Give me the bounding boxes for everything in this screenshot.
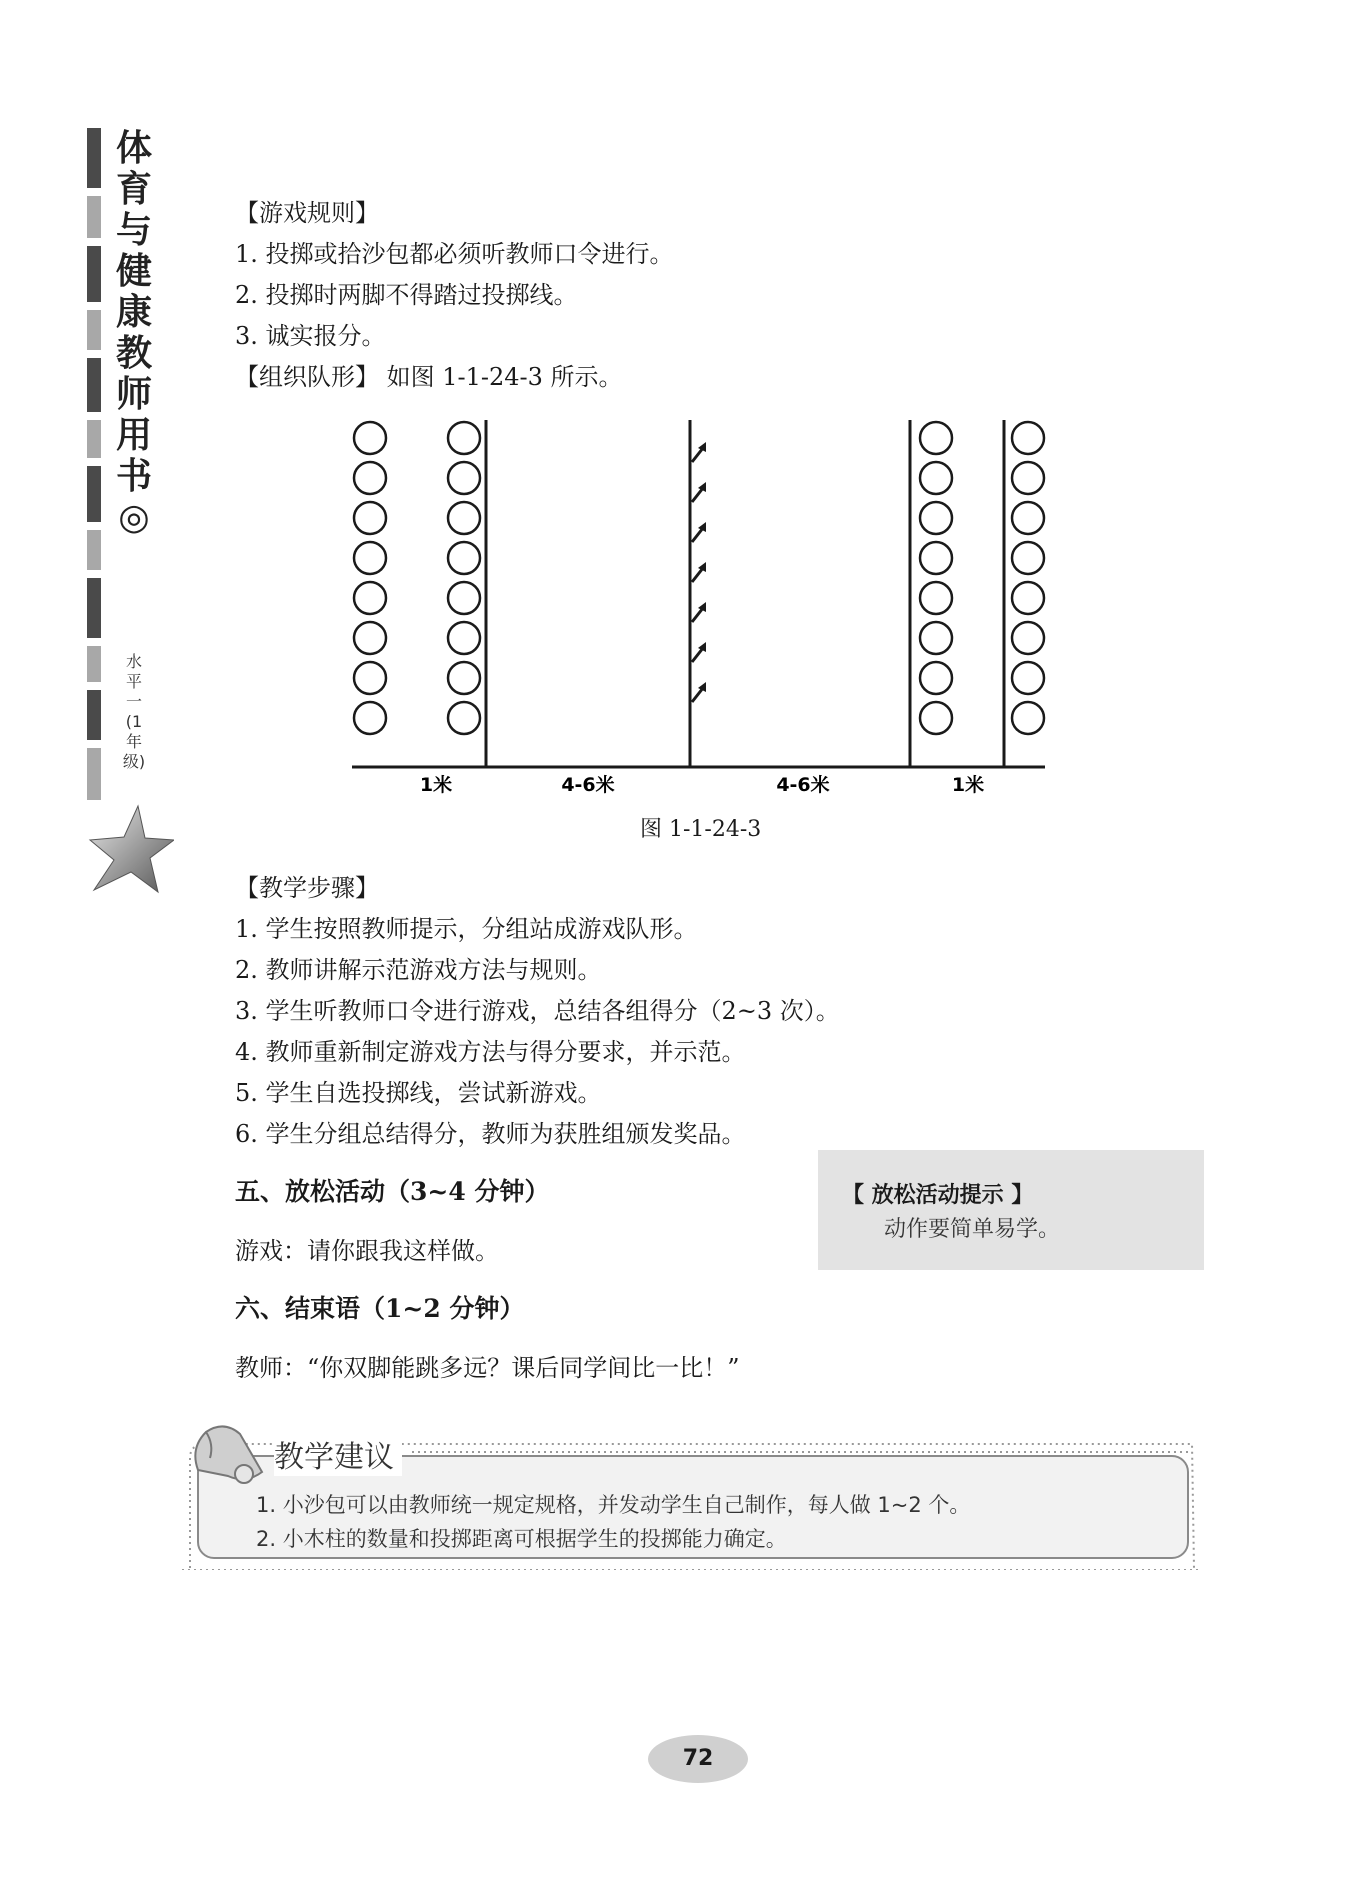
player-circle bbox=[1012, 502, 1044, 534]
side-bar-block bbox=[87, 128, 101, 188]
player-circle bbox=[354, 422, 386, 454]
figure-caption: 图 1-1-24-3 bbox=[640, 817, 762, 842]
distance-label: 4-6米 bbox=[776, 774, 830, 796]
player-circle bbox=[448, 622, 480, 654]
formation-text: 【组织队形】 如图 1-1-24-3 所示。 bbox=[235, 363, 623, 391]
throw-arrow bbox=[692, 442, 706, 462]
distance-label: 1米 bbox=[951, 774, 985, 796]
teaching-step-item: 6. 学生分组总结得分，教师为获胜组颁发奖品。 bbox=[235, 1120, 746, 1148]
side-bar-block bbox=[87, 748, 101, 800]
player-circle bbox=[448, 582, 480, 614]
side-bar-block bbox=[87, 690, 101, 740]
player-circle bbox=[448, 662, 480, 694]
game-rule-item: 3. 诚实报分。 bbox=[235, 322, 386, 350]
player-circle bbox=[354, 702, 386, 734]
side-bar-block bbox=[87, 420, 101, 458]
player-circle bbox=[920, 582, 952, 614]
side-bar-block bbox=[87, 310, 101, 350]
grade-level-label: 水平一(1年级) bbox=[122, 652, 146, 771]
player-circle bbox=[920, 502, 952, 534]
arrow-shaft bbox=[692, 568, 703, 582]
arrow-shaft bbox=[692, 488, 703, 502]
throw-arrow bbox=[692, 562, 706, 582]
diagram-lines bbox=[352, 420, 1045, 767]
relax-tip-text: 动作要简单易学。 bbox=[884, 1217, 1061, 1242]
section-heading-closing: 六、结束语（1~2 分钟） bbox=[235, 1294, 525, 1323]
player-circle bbox=[448, 542, 480, 574]
player-circle bbox=[1012, 622, 1044, 654]
side-bar-block bbox=[87, 646, 101, 682]
player-circle bbox=[448, 462, 480, 494]
advice-title: 教学建议 bbox=[274, 1432, 402, 1476]
player-circle bbox=[920, 702, 952, 734]
teaching-steps-heading: 【教学步骤】 bbox=[235, 874, 379, 902]
player-circle bbox=[448, 422, 480, 454]
side-bar-block bbox=[87, 358, 101, 412]
arrow-shaft bbox=[692, 448, 703, 462]
throw-arrow bbox=[692, 682, 706, 702]
player-circle bbox=[448, 502, 480, 534]
formation-diagram bbox=[340, 408, 1050, 804]
player-circle bbox=[354, 462, 386, 494]
side-bar-block bbox=[87, 530, 101, 570]
arrow-shaft bbox=[692, 688, 703, 702]
player-circle bbox=[1012, 542, 1044, 574]
teaching-step-item: 4. 教师重新制定游戏方法与得分要求，并示范。 bbox=[235, 1038, 746, 1066]
arrow-shaft bbox=[692, 528, 703, 542]
relax-tip-title: 【 放松活动提示 】 bbox=[842, 1183, 1034, 1208]
arrow-shaft bbox=[692, 608, 703, 622]
teaching-step-item: 5. 学生自选投掷线，尝试新游戏。 bbox=[235, 1079, 602, 1107]
relax-tip-box bbox=[818, 1150, 1204, 1270]
page-number: 72 bbox=[648, 1735, 748, 1783]
player-circle bbox=[920, 662, 952, 694]
player-circle bbox=[1012, 702, 1044, 734]
game-rules-heading: 【游戏规则】 bbox=[235, 199, 379, 227]
player-circle bbox=[920, 622, 952, 654]
arrow-shaft bbox=[692, 648, 703, 662]
player-circle bbox=[1012, 582, 1044, 614]
player-circle bbox=[354, 542, 386, 574]
teaching-step-item: 3. 学生听教师口令进行游戏，总结各组得分（2~3 次）。 bbox=[235, 997, 840, 1025]
player-circle bbox=[354, 622, 386, 654]
book-title: 体育与健康教师用书◎ bbox=[115, 127, 152, 538]
throw-arrow bbox=[692, 642, 706, 662]
side-bar-block bbox=[87, 578, 101, 638]
star-icon bbox=[88, 804, 174, 894]
player-circle bbox=[920, 462, 952, 494]
teaching-step-item: 2. 教师讲解示范游戏方法与规则。 bbox=[235, 956, 602, 984]
player-circle bbox=[354, 582, 386, 614]
player-circle bbox=[354, 502, 386, 534]
throw-arrow bbox=[692, 482, 706, 502]
diagram-arrows bbox=[692, 442, 706, 702]
player-circle bbox=[1012, 462, 1044, 494]
player-circle bbox=[1012, 422, 1044, 454]
side-bar-block bbox=[87, 246, 101, 302]
game-rule-item: 2. 投掷时两脚不得踏过投掷线。 bbox=[235, 281, 578, 309]
player-circle bbox=[920, 542, 952, 574]
throw-arrow bbox=[692, 522, 706, 542]
section-text-relax: 游戏：请你跟我这样做。 bbox=[235, 1237, 499, 1265]
distance-label: 4-6米 bbox=[561, 774, 615, 796]
player-circle bbox=[354, 662, 386, 694]
side-bar-block bbox=[87, 196, 101, 238]
game-rule-item: 1. 投掷或拾沙包都必须听教师口令进行。 bbox=[235, 240, 674, 268]
side-bar-block bbox=[87, 466, 101, 522]
diagram-circles bbox=[354, 422, 1044, 734]
player-circle bbox=[920, 422, 952, 454]
teaching-step-item: 1. 学生按照教师提示，分组站成游戏队形。 bbox=[235, 915, 698, 943]
scroll-icon bbox=[184, 1418, 270, 1494]
player-circle bbox=[448, 702, 480, 734]
section-text-closing: 教师：“你双脚能跳多远？课后同学间比一比！” bbox=[235, 1354, 740, 1382]
distance-label: 1米 bbox=[419, 774, 453, 796]
player-circle bbox=[1012, 662, 1044, 694]
teaching-advice-box bbox=[182, 1418, 1202, 1570]
throw-arrow bbox=[692, 602, 706, 622]
section-heading-relax: 五、放松活动（3~4 分钟） bbox=[235, 1177, 550, 1206]
advice-item: 1. 小沙包可以由教师统一规定规格，并发动学生自己制作，每人做 1~2 个。 bbox=[256, 1493, 971, 1517]
advice-item: 2. 小木柱的数量和投掷距离可根据学生的投掷能力确定。 bbox=[256, 1527, 787, 1551]
